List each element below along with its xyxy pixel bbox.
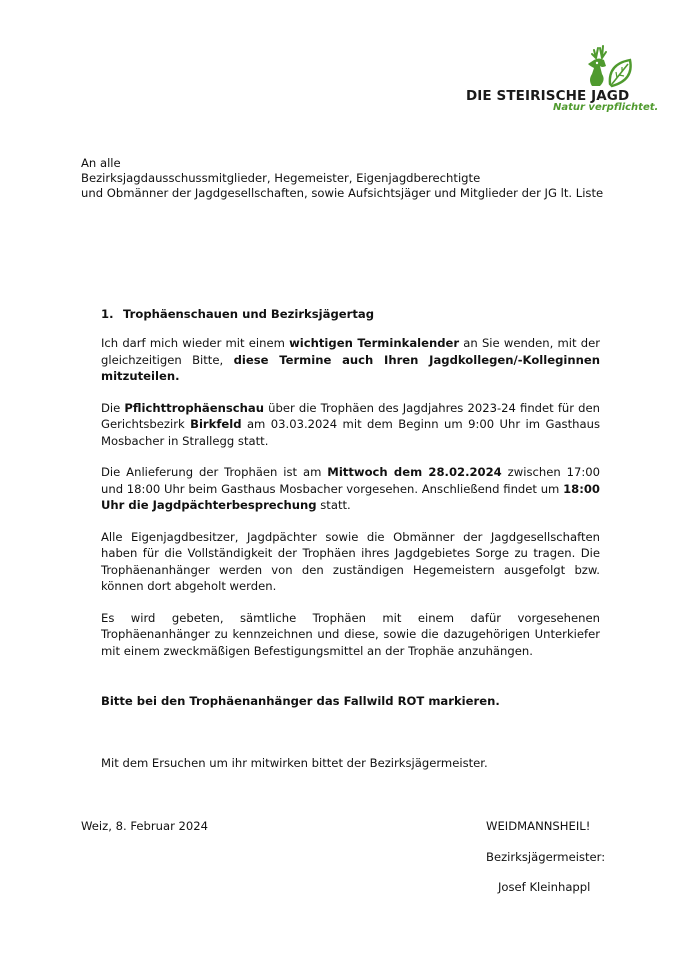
place-and-date: Weiz, 8. Februar 2024 [81, 819, 209, 833]
text: Die Anlieferung der Trophäen ist am [101, 465, 328, 479]
text: zwischen 17:00 und 18:00 Uhr beim Gasthaus Mosbacher vorgesehen. Anschließend findet um [101, 465, 600, 496]
bold-text: Pflichttrophäenschau [124, 400, 264, 415]
address-line: Bezirksjagdausschussmitglieder, Hegemeister, Eigenjagdberechtigte [81, 171, 481, 185]
greeting: WEIDMANNSHEIL! [486, 819, 591, 833]
signature-role: Bezirksjägermeister: [486, 850, 606, 864]
address-line: An alle [81, 156, 121, 170]
text: an Sie wenden, mit der gleichzeitigen Bitte, [101, 336, 601, 367]
section-heading [101, 307, 600, 321]
text: statt. [316, 498, 351, 512]
paragraph-trophaeenschau [101, 400, 600, 450]
bold-text: 18:00 Uhr die Jagdpächterbesprechung [101, 481, 600, 512]
paragraph-vollstaendigkeit: Alle Eigenjagdbesitzer, Jagdpächter sowie die Obmänner der Jagdgesellschaften haben für die Vollständigkeit der Trophäen ihres Jagdgebietes Sorge zu tragen. Die Trophäenanhänger werden von den zuständigen Hegemeistern ausgefolgt bzw. können dort abgeholt werden. [101, 529, 600, 593]
text: am 03.03.2024 mit dem Beginn um 9:00 Uhr im Gasthaus Mosbacher in Strallegg statt. [101, 417, 600, 448]
bold-text: wichtigen Terminkalender [289, 336, 460, 350]
section-title: Trophäenschauen und Bezirksjägertag [123, 307, 375, 321]
closing-sentence: Mit dem Ersuchen um ihr mitwirken bittet der Bezirksjägermeister. [101, 756, 488, 770]
paragraph-kennzeichnung: Es wird gebeten, sämtliche Trophäen mit einem dafür vorgesehenen Trophäenanhänger zu kennzeichnen und diese, sowie die dazugehörigen Unterkiefer mit einem zweckmäßigen Befestigungsmittel an der Trophäe anzuhängen. [101, 610, 600, 658]
paragraph-terminkalender [101, 335, 600, 385]
logo-title: DIE STEIRISCHE JAGD [466, 88, 630, 104]
text: Ich darf mich wieder mit einem [101, 336, 290, 350]
letter-body [101, 307, 600, 674]
logo-tagline: Natur verpflichtet. [553, 102, 659, 113]
logo [466, 44, 659, 116]
section-number: 1. [101, 307, 114, 321]
text: Die [101, 400, 125, 415]
bold-text: diese Termine auch Ihren Jagdkollegen/-Kolleginnen mitzuteilen. [101, 352, 600, 383]
signature-name: Josef Kleinhappl [498, 880, 591, 894]
bold-text: Birkfeld [190, 417, 242, 431]
bold-text: Mittwoch dem 28.02.2024 [327, 465, 502, 479]
address-line: und Obmänner der Jagdgesellschaften, sowie Aufsichtsjäger und Mitglieder der JG lt. Liste [81, 186, 604, 200]
address-block [81, 156, 603, 201]
text: über die Trophäen des Jagdjahres 2023-24 findet für den Gerichtsbezirk [101, 400, 601, 431]
fallwild-notice: Bitte bei den Trophäenanhänger das Fallwild ROT markieren. [101, 694, 500, 708]
paragraph-anlieferung [101, 464, 600, 514]
